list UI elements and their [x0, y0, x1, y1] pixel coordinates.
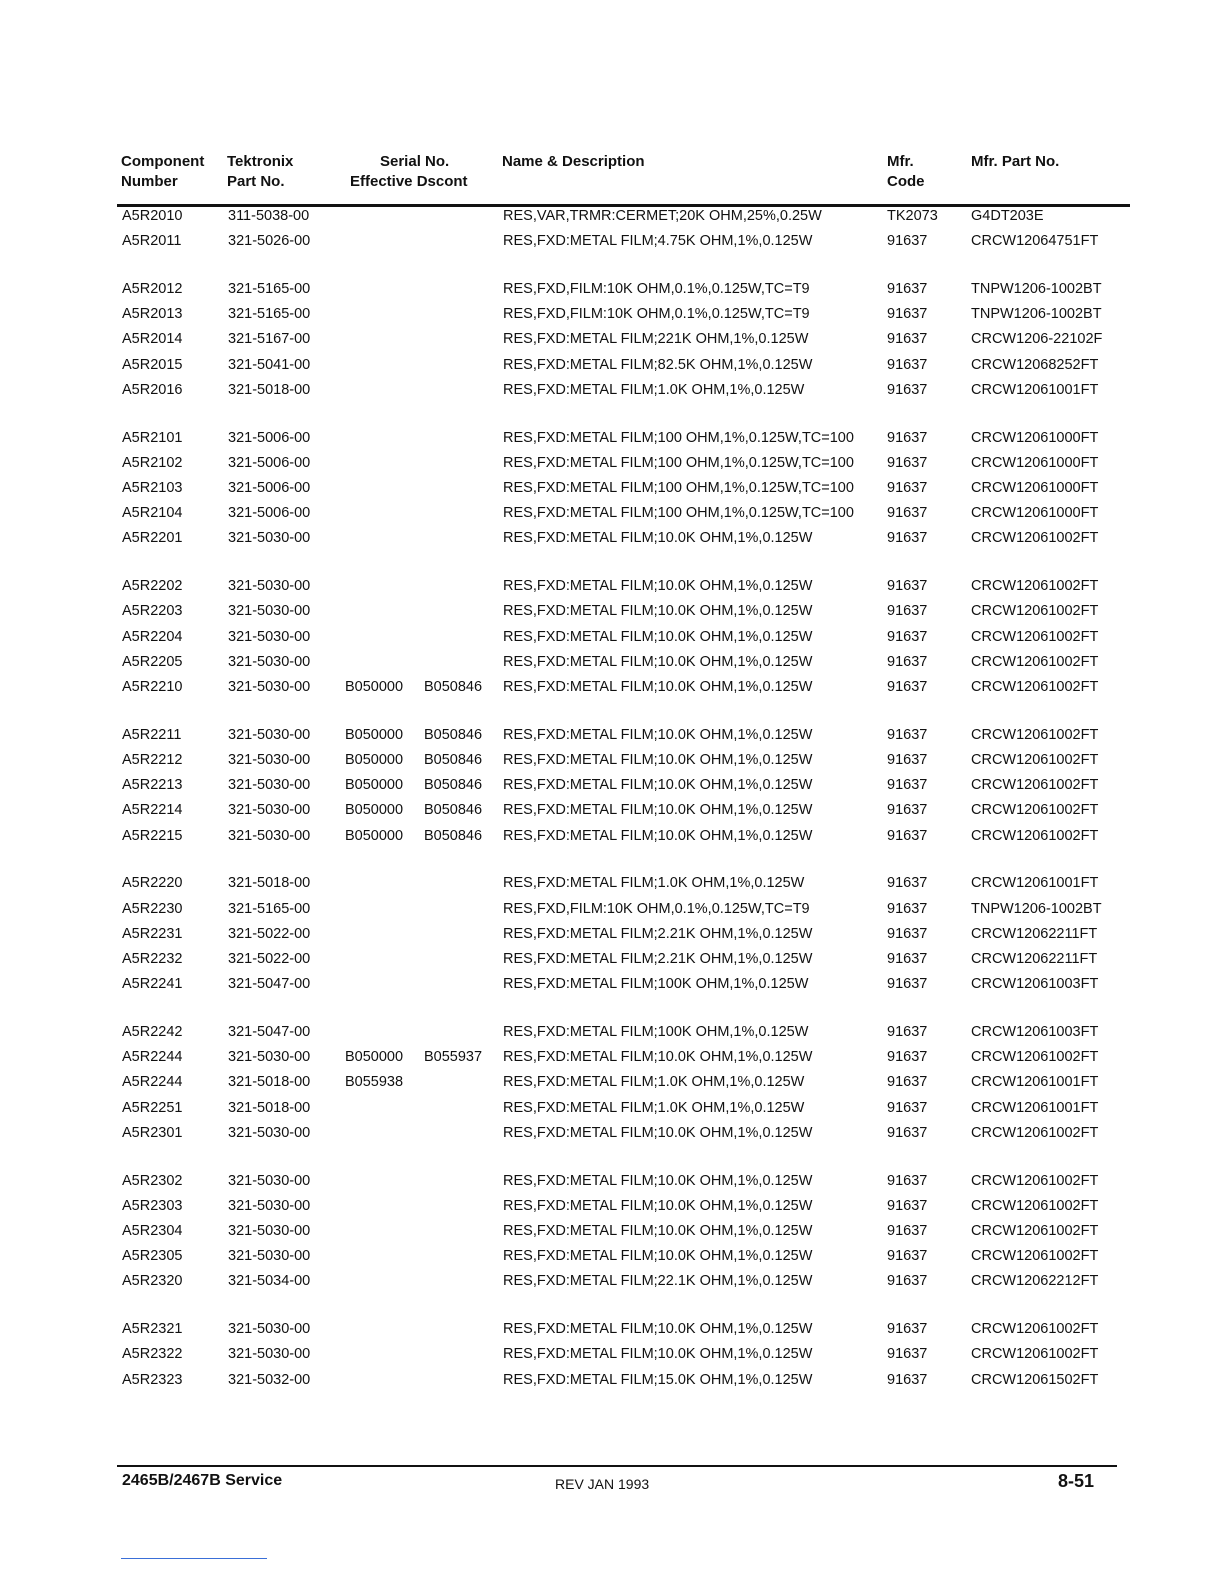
table-row — [0, 1246, 1224, 1266]
cell-mfr-code: 91637 — [887, 233, 928, 250]
cell-name-description: RES,FXD:METAL FILM;10.0K OHM,1%,0.125W — [503, 1248, 813, 1265]
table-row — [0, 899, 1224, 919]
cell-mfr-code: 91637 — [887, 628, 928, 645]
cell-component-number: A5R2204 — [122, 628, 183, 645]
cell-mfr-code: 91637 — [887, 802, 928, 819]
cell-tektronix-part-no: 321-5030-00 — [228, 827, 311, 844]
cell-mfr-part-no: TNPW1206-1002BT — [971, 900, 1102, 917]
cell-component-number: A5R2303 — [122, 1197, 183, 1214]
cell-mfr-code: 91637 — [887, 505, 928, 522]
cell-mfr-code: 91637 — [887, 306, 928, 323]
cell-serial-effective: B050000 — [345, 679, 404, 695]
cell-mfr-code: 91637 — [887, 653, 928, 670]
header-component-line2: Number — [121, 173, 178, 190]
cell-mfr-code: 91637 — [887, 381, 928, 398]
cell-name-description: RES,FXD:METAL FILM;2.21K OHM,1%,0.125W — [503, 951, 813, 967]
header-tektronix-line1: Tektronix — [227, 153, 294, 170]
cell-mfr-part-no: CRCW12061002FT — [971, 777, 1099, 794]
cell-tektronix-part-no: 321-5030-00 — [228, 628, 311, 645]
table-row — [0, 1196, 1224, 1216]
table-row — [0, 725, 1224, 745]
cell-tektronix-part-no: 311-5038-00 — [228, 208, 310, 224]
cell-mfr-part-no: CRCW12062211FT — [971, 925, 1098, 942]
cell-component-number: A5R2242 — [122, 1024, 183, 1040]
cell-mfr-code: 91637 — [887, 1273, 928, 1290]
cell-mfr-part-no: CRCW12061002FT — [971, 530, 1099, 547]
cell-component-number: A5R2103 — [122, 480, 183, 496]
cell-mfr-code: 91637 — [887, 454, 928, 471]
cell-component-number: A5R2016 — [122, 381, 183, 398]
cell-component-number: A5R2011 — [122, 233, 182, 250]
table-row — [0, 478, 1224, 498]
cell-mfr-part-no: CRCW12061002FT — [971, 1197, 1099, 1214]
cell-component-number: A5R2211 — [122, 726, 182, 743]
cell-mfr-part-no: CRCW12061000FT — [971, 480, 1099, 496]
cell-name-description: RES,FXD:METAL FILM;100 OHM,1%,0.125W,TC=100 — [503, 454, 854, 471]
table-row — [0, 1171, 1224, 1191]
cell-tektronix-part-no: 321-5030-00 — [228, 1223, 311, 1239]
cell-component-number: A5R2010 — [122, 208, 183, 224]
cell-tektronix-part-no: 321-5030-00 — [228, 1321, 311, 1338]
cell-mfr-code: 91637 — [887, 777, 928, 794]
cell-tektronix-part-no: 321-5030-00 — [228, 1346, 311, 1363]
cell-serial-dscont: B050846 — [424, 802, 483, 819]
cell-mfr-part-no: CRCW12061003FT — [971, 976, 1099, 993]
cell-mfr-part-no: CRCW12061001FT — [971, 1074, 1099, 1091]
cell-mfr-part-no: CRCW12061001FT — [971, 381, 1099, 398]
cell-component-number: A5R2012 — [122, 281, 183, 297]
cell-serial-effective: B050000 — [345, 1049, 404, 1066]
cell-component-number: A5R2104 — [122, 505, 183, 522]
cell-tektronix-part-no: 321-5018-00 — [228, 381, 311, 398]
cell-tektronix-part-no: 321-5018-00 — [228, 1099, 311, 1116]
cell-name-description: RES,FXD:METAL FILM;1.0K OHM,1%,0.125W — [503, 1074, 805, 1091]
table-row — [0, 380, 1224, 400]
cell-component-number: A5R2014 — [122, 331, 183, 348]
cell-tektronix-part-no: 321-5018-00 — [228, 1074, 311, 1091]
header-mfr-code — [887, 152, 925, 192]
cell-tektronix-part-no: 321-5030-00 — [228, 752, 311, 768]
cell-mfr-code: 91637 — [887, 1124, 928, 1141]
cell-name-description: RES,FXD:METAL FILM;10.0K OHM,1%,0.125W — [503, 530, 813, 547]
cell-name-description: RES,FXD:METAL FILM;10.0K OHM,1%,0.125W — [503, 603, 813, 620]
table-row — [0, 279, 1224, 299]
cell-mfr-part-no: CRCW12061001FT — [971, 1099, 1099, 1116]
cell-tektronix-part-no: 321-5022-00 — [228, 951, 311, 967]
cell-mfr-part-no: CRCW12061002FT — [971, 603, 1099, 620]
cell-component-number: A5R2214 — [122, 802, 183, 819]
cell-tektronix-part-no: 321-5047-00 — [228, 976, 311, 993]
cell-component-number: A5R2241 — [122, 976, 183, 993]
cell-component-number: A5R2013 — [122, 306, 183, 323]
cell-mfr-part-no: CRCW12061000FT — [971, 429, 1099, 446]
table-row — [0, 1319, 1224, 1339]
cell-mfr-part-no: CRCW12061000FT — [971, 454, 1099, 471]
header-name-description-label: Name & Description — [502, 153, 645, 170]
cell-component-number: A5R2301 — [122, 1124, 183, 1141]
cell-mfr-code: 91637 — [887, 578, 928, 595]
table-row — [0, 206, 1224, 226]
cell-mfr-part-no: CRCW12061002FT — [971, 1049, 1099, 1066]
cell-mfr-part-no: CRCW12061002FT — [971, 726, 1099, 743]
cell-mfr-part-no: CRCW12061002FT — [971, 1321, 1099, 1338]
cell-tektronix-part-no: 321-5006-00 — [228, 429, 311, 446]
footer-rule — [117, 1465, 1117, 1467]
cell-component-number: A5R2251 — [122, 1099, 183, 1116]
cell-name-description: RES,FXD:METAL FILM;10.0K OHM,1%,0.125W — [503, 1124, 813, 1141]
cell-tektronix-part-no: 321-5030-00 — [228, 1197, 311, 1214]
cell-name-description: RES,FXD:METAL FILM;100 OHM,1%,0.125W,TC=100 — [503, 480, 854, 496]
header-mfr-part-no — [971, 152, 1059, 172]
cell-mfr-code: 91637 — [887, 726, 928, 743]
header-name-description — [502, 152, 645, 172]
cell-serial-effective: B050000 — [345, 726, 404, 743]
cell-name-description: RES,FXD:METAL FILM;10.0K OHM,1%,0.125W — [503, 1049, 813, 1066]
cell-mfr-code: 91637 — [887, 1223, 928, 1239]
cell-name-description: RES,FXD:METAL FILM;10.0K OHM,1%,0.125W — [503, 752, 813, 768]
header-dscont: Dscont — [416, 173, 468, 190]
cell-mfr-code: 91637 — [887, 1248, 928, 1265]
cell-mfr-code: 91637 — [887, 1321, 928, 1338]
cell-component-number: A5R2201 — [122, 530, 183, 547]
cell-name-description: RES,FXD:METAL FILM;100 OHM,1%,0.125W,TC=100 — [503, 429, 854, 446]
table-row — [0, 1022, 1224, 1042]
table-row — [0, 1344, 1224, 1364]
cell-name-description: RES,FXD:METAL FILM;1.0K OHM,1%,0.125W — [503, 1099, 805, 1116]
table-row — [0, 1370, 1224, 1390]
cell-name-description: RES,FXD:METAL FILM;10.0K OHM,1%,0.125W — [503, 1346, 813, 1363]
cell-mfr-part-no: CRCW12061002FT — [971, 827, 1099, 844]
cell-component-number: A5R2304 — [122, 1223, 183, 1239]
cell-component-number: A5R2101 — [122, 429, 183, 446]
table-row — [0, 1123, 1224, 1143]
cell-serial-effective: B050000 — [345, 752, 404, 768]
cell-tektronix-part-no: 321-5030-00 — [228, 603, 311, 620]
header-mfr-part-no-label: Mfr. Part No. — [971, 153, 1060, 170]
table-row — [0, 231, 1224, 251]
cell-mfr-part-no: CRCW1206-22102F — [971, 331, 1103, 348]
cell-tektronix-part-no: 321-5030-00 — [228, 653, 311, 670]
table-row — [0, 800, 1224, 820]
cell-mfr-part-no: TNPW1206-1002BT — [971, 306, 1102, 323]
cell-component-number: A5R2305 — [122, 1248, 183, 1265]
cell-tektronix-part-no: 321-5030-00 — [228, 1049, 311, 1066]
table-row — [0, 627, 1224, 647]
table-row — [0, 873, 1224, 893]
cell-serial-dscont: B050846 — [424, 752, 483, 768]
table-row — [0, 949, 1224, 969]
table-row — [0, 503, 1224, 523]
cell-mfr-code: 91637 — [887, 1074, 928, 1091]
cell-name-description: RES,FXD:METAL FILM;100K OHM,1%,0.125W — [503, 1024, 809, 1040]
cell-mfr-code: 91637 — [887, 530, 928, 547]
cell-mfr-part-no: CRCW12061502FT — [971, 1371, 1099, 1388]
cell-mfr-code: 91637 — [887, 875, 928, 892]
cell-component-number: A5R2321 — [122, 1321, 183, 1338]
cell-tektronix-part-no: 321-5022-00 — [228, 925, 311, 942]
header-serial-no — [350, 152, 500, 192]
cell-component-number: A5R2302 — [122, 1172, 183, 1189]
cell-mfr-code: TK2073 — [887, 208, 938, 224]
header-component-line1: Component — [121, 153, 205, 170]
cell-name-description: RES,FXD:METAL FILM;22.1K OHM,1%,0.125W — [503, 1273, 813, 1290]
table-row — [0, 974, 1224, 994]
cell-mfr-part-no: CRCW12061002FT — [971, 1346, 1099, 1363]
footer-title: 2465B/2467B Service — [122, 1472, 283, 1489]
cell-component-number: A5R2215 — [122, 827, 183, 844]
cell-mfr-part-no: CRCW12061002FT — [971, 1172, 1099, 1189]
cell-name-description: RES,FXD:METAL FILM;10.0K OHM,1%,0.125W — [503, 1172, 813, 1189]
cell-name-description: RES,FXD:METAL FILM;10.0K OHM,1%,0.125W — [503, 628, 813, 645]
cell-mfr-code: 91637 — [887, 281, 928, 297]
cell-mfr-part-no: CRCW12061003FT — [971, 1024, 1099, 1040]
cell-name-description: RES,FXD:METAL FILM;10.0K OHM,1%,0.125W — [503, 679, 813, 695]
cell-component-number: A5R2244 — [122, 1074, 183, 1091]
cell-tektronix-part-no: 321-5167-00 — [228, 331, 311, 348]
header-effective: Effective — [350, 173, 413, 190]
cell-tektronix-part-no: 321-5030-00 — [228, 1248, 311, 1265]
cell-mfr-part-no: CRCW12061002FT — [971, 628, 1099, 645]
table-row — [0, 775, 1224, 795]
cell-mfr-code: 91637 — [887, 1346, 928, 1363]
cell-mfr-part-no: CRCW12061002FT — [971, 679, 1099, 695]
cell-name-description: RES,FXD:METAL FILM;4.75K OHM,1%,0.125W — [503, 233, 813, 250]
header-tektronix-part-no — [227, 152, 293, 192]
cell-mfr-code: 91637 — [887, 1049, 928, 1066]
table-row — [0, 428, 1224, 448]
cell-tektronix-part-no: 321-5047-00 — [228, 1024, 311, 1040]
table-row — [0, 304, 1224, 324]
cell-tektronix-part-no: 321-5006-00 — [228, 480, 311, 496]
cell-mfr-code: 91637 — [887, 951, 928, 967]
table-row — [0, 652, 1224, 672]
table-row — [0, 826, 1224, 846]
cell-tektronix-part-no: 321-5026-00 — [228, 233, 311, 250]
cell-serial-effective: B050000 — [345, 827, 404, 844]
cell-name-description: RES,FXD:METAL FILM;10.0K OHM,1%,0.125W — [503, 777, 813, 794]
table-row — [0, 677, 1224, 697]
cell-component-number: A5R2323 — [122, 1371, 183, 1388]
cell-mfr-part-no: TNPW1206-1002BT — [971, 281, 1102, 297]
cell-component-number: A5R2210 — [122, 679, 183, 695]
link-underline — [121, 1558, 267, 1559]
cell-tektronix-part-no: 321-5030-00 — [228, 777, 311, 794]
cell-mfr-code: 91637 — [887, 827, 928, 844]
table-row — [0, 355, 1224, 375]
cell-component-number: A5R2220 — [122, 875, 183, 892]
footer-page-number: 8-51 — [1058, 1471, 1095, 1491]
cell-component-number: A5R2203 — [122, 603, 183, 620]
cell-tektronix-part-no: 321-5165-00 — [228, 306, 311, 323]
cell-mfr-code: 91637 — [887, 356, 928, 373]
cell-tektronix-part-no: 321-5030-00 — [228, 1172, 311, 1189]
cell-mfr-part-no: CRCW12061002FT — [971, 752, 1099, 768]
table-row — [0, 601, 1224, 621]
cell-mfr-part-no: CRCW12061002FT — [971, 1124, 1099, 1141]
cell-mfr-code: 91637 — [887, 1172, 928, 1189]
table-row — [0, 1221, 1224, 1241]
cell-tektronix-part-no: 321-5006-00 — [228, 505, 311, 522]
cell-component-number: A5R2212 — [122, 752, 183, 768]
cell-name-description: RES,FXD:METAL FILM;1.0K OHM,1%,0.125W — [503, 875, 805, 892]
cell-component-number: A5R2244 — [122, 1049, 183, 1066]
header-mfr-code-line2: Code — [887, 173, 925, 190]
table-row — [0, 528, 1224, 548]
table-row — [0, 1098, 1224, 1118]
cell-name-description: RES,FXD:METAL FILM;10.0K OHM,1%,0.125W — [503, 827, 813, 844]
cell-name-description: RES,FXD:METAL FILM;100 OHM,1%,0.125W,TC=100 — [503, 505, 854, 522]
cell-serial-dscont: B055937 — [424, 1049, 483, 1066]
cell-tektronix-part-no: 321-5165-00 — [228, 900, 311, 917]
table-row — [0, 750, 1224, 770]
header-tektronix-line2: Part No. — [227, 173, 285, 190]
cell-component-number: A5R2322 — [122, 1346, 183, 1363]
cell-mfr-code: 91637 — [887, 429, 928, 446]
cell-tektronix-part-no: 321-5030-00 — [228, 530, 311, 547]
cell-name-description: RES,FXD:METAL FILM;10.0K OHM,1%,0.125W — [503, 578, 813, 595]
table-row — [0, 924, 1224, 944]
cell-mfr-part-no: CRCW12061002FT — [971, 1223, 1099, 1239]
cell-serial-dscont: B050846 — [424, 679, 483, 695]
cell-name-description: RES,FXD:METAL FILM;10.0K OHM,1%,0.125W — [503, 1321, 813, 1338]
cell-serial-dscont: B050846 — [424, 726, 483, 743]
cell-name-description: RES,FXD:METAL FILM;10.0K OHM,1%,0.125W — [503, 653, 813, 670]
cell-mfr-part-no: CRCW12061002FT — [971, 1248, 1099, 1265]
cell-name-description: RES,FXD:METAL FILM;10.0K OHM,1%,0.125W — [503, 802, 813, 819]
cell-component-number: A5R2015 — [122, 356, 183, 373]
cell-name-description: RES,VAR,TRMR:CERMET;20K OHM,25%,0.25W — [503, 208, 822, 224]
cell-serial-effective: B055938 — [345, 1074, 404, 1091]
cell-mfr-part-no: CRCW12064751FT — [971, 233, 1099, 250]
cell-name-description: RES,FXD:METAL FILM;1.0K OHM,1%,0.125W — [503, 381, 805, 398]
header-serial-subcolumns — [350, 172, 500, 192]
cell-component-number: A5R2231 — [122, 925, 183, 942]
table-row — [0, 453, 1224, 473]
cell-component-number: A5R2102 — [122, 454, 183, 471]
cell-component-number: A5R2202 — [122, 578, 183, 595]
cell-mfr-code: 91637 — [887, 480, 928, 496]
cell-tektronix-part-no: 321-5165-00 — [228, 281, 311, 297]
cell-mfr-code: 91637 — [887, 900, 928, 917]
cell-mfr-part-no: CRCW12061002FT — [971, 653, 1099, 670]
header-mfr-code-line1: Mfr. — [887, 153, 914, 170]
cell-name-description: RES,FXD:METAL FILM;10.0K OHM,1%,0.125W — [503, 726, 813, 743]
footer-revision: REV JAN 1993 — [555, 1476, 650, 1492]
cell-component-number: A5R2213 — [122, 777, 183, 794]
header-serial-title: Serial No. — [380, 153, 450, 170]
cell-tektronix-part-no: 321-5030-00 — [228, 1124, 311, 1141]
table-row — [0, 1271, 1224, 1291]
cell-name-description: RES,FXD:METAL FILM;100K OHM,1%,0.125W — [503, 976, 809, 993]
table-row — [0, 1047, 1224, 1067]
cell-mfr-code: 91637 — [887, 679, 928, 695]
cell-tektronix-part-no: 321-5030-00 — [228, 578, 311, 595]
cell-name-description: RES,FXD:METAL FILM;2.21K OHM,1%,0.125W — [503, 925, 813, 942]
table-row — [0, 576, 1224, 596]
cell-name-description: RES,FXD:METAL FILM;82.5K OHM,1%,0.125W — [503, 356, 813, 373]
cell-mfr-code: 91637 — [887, 1371, 928, 1388]
cell-tektronix-part-no: 321-5041-00 — [228, 356, 311, 373]
cell-tektronix-part-no: 321-5032-00 — [228, 1371, 311, 1388]
cell-mfr-code: 91637 — [887, 925, 928, 942]
cell-name-description: RES,FXD,FILM:10K OHM,0.1%,0.125W,TC=T9 — [503, 900, 810, 917]
cell-mfr-part-no: CRCW12061002FT — [971, 802, 1099, 819]
table-row — [0, 1072, 1224, 1092]
cell-name-description: RES,FXD,FILM:10K OHM,0.1%,0.125W,TC=T9 — [503, 306, 810, 323]
cell-component-number: A5R2232 — [122, 951, 183, 967]
cell-component-number: A5R2205 — [122, 653, 183, 670]
cell-name-description: RES,FXD:METAL FILM;10.0K OHM,1%,0.125W — [503, 1197, 813, 1214]
cell-serial-effective: B050000 — [345, 802, 404, 819]
cell-mfr-part-no: CRCW12061000FT — [971, 505, 1099, 522]
cell-serial-dscont: B050846 — [424, 827, 483, 844]
cell-mfr-part-no: CRCW12061001FT — [971, 875, 1099, 892]
cell-serial-dscont: B050846 — [424, 777, 483, 794]
cell-tektronix-part-no: 321-5006-00 — [228, 454, 311, 471]
cell-mfr-code: 91637 — [887, 976, 928, 993]
cell-tektronix-part-no: 321-5030-00 — [228, 679, 311, 695]
cell-tektronix-part-no: 321-5034-00 — [228, 1273, 311, 1290]
cell-mfr-part-no: CRCW12062212FT — [971, 1273, 1099, 1290]
cell-tektronix-part-no: 321-5018-00 — [228, 875, 311, 892]
cell-tektronix-part-no: 321-5030-00 — [228, 726, 311, 743]
cell-mfr-code: 91637 — [887, 1024, 928, 1040]
cell-component-number: A5R2320 — [122, 1273, 183, 1290]
cell-name-description: RES,FXD:METAL FILM;221K OHM,1%,0.125W — [503, 331, 809, 348]
cell-mfr-part-no: CRCW12061002FT — [971, 578, 1099, 595]
table-row — [0, 329, 1224, 349]
cell-mfr-part-no: G4DT203E — [971, 208, 1044, 224]
cell-mfr-part-no: CRCW12068252FT — [971, 356, 1099, 373]
cell-mfr-code: 91637 — [887, 752, 928, 768]
cell-mfr-code: 91637 — [887, 1197, 928, 1214]
cell-serial-effective: B050000 — [345, 777, 404, 794]
cell-mfr-code: 91637 — [887, 331, 928, 348]
cell-component-number: A5R2230 — [122, 900, 183, 917]
cell-name-description: RES,FXD,FILM:10K OHM,0.1%,0.125W,TC=T9 — [503, 281, 810, 297]
cell-mfr-part-no: CRCW12062211FT — [971, 951, 1098, 967]
cell-name-description: RES,FXD:METAL FILM;10.0K OHM,1%,0.125W — [503, 1223, 813, 1239]
cell-name-description: RES,FXD:METAL FILM;15.0K OHM,1%,0.125W — [503, 1371, 813, 1388]
cell-mfr-code: 91637 — [887, 603, 928, 620]
cell-mfr-code: 91637 — [887, 1099, 928, 1116]
cell-tektronix-part-no: 321-5030-00 — [228, 802, 311, 819]
header-component-number — [121, 152, 204, 192]
